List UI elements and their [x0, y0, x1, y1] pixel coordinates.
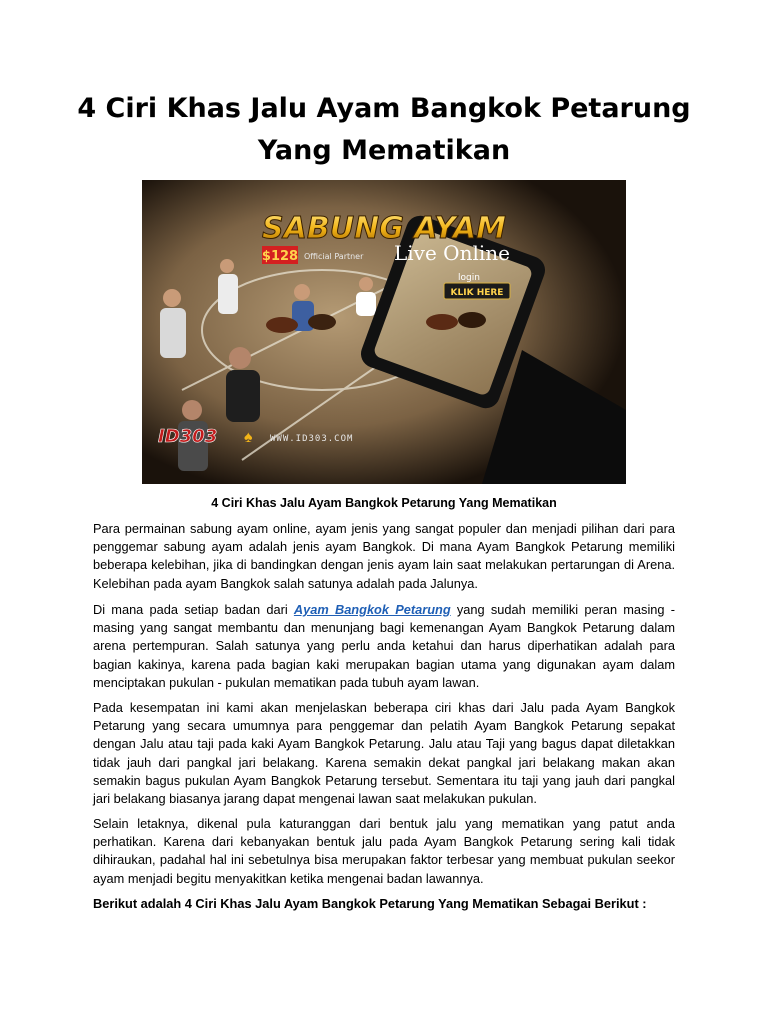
hero-banner-image — [142, 180, 626, 484]
partner-label: Official Partner — [304, 252, 364, 261]
paragraph-intro: Para permainan sabung ayam online, ayam jenis yang sangat populer dan menjadi pilihan dari para penggemar sabung ayam adalah jenis ayam Bangkok. Di mana Ayam Bangkok Petarung memiliki beberapa kelebihan, jika di bandingkan dengan jenis ayam lain saat melakukan pertarungan di Arena. Kelebihan pada ayam Bangkok salah satunya adalah pada Jalunya. — [93, 521, 675, 591]
ayam-bangkok-link[interactable]: Ayam Bangkok Petarung — [293, 602, 451, 617]
site-logo: ID303 — [158, 426, 218, 447]
spade-icon: ♠ — [244, 429, 253, 446]
banner-title: SABUNG AYAM — [262, 211, 506, 246]
paragraph-body-link — [93, 601, 675, 692]
website-url: WWW.ID303.COM — [270, 434, 354, 444]
login-label: login — [458, 273, 480, 283]
banner-subtitle: Live Online — [394, 241, 510, 265]
paragraph-text: yang sudah memiliki peran masing - masing yang sangat membantu dan menunjang bagi kemenangan Ayam Bangkok Petarung dalam arena pertempuran. Salah satunya yang perlu anda ketahui dan harus diperhatikan adalah para bagian kakinya, karena pada bagian kaki merupakan bagian utama yang digunakan ayam dalam menciptakan pukulan - pukulan mematikan pada tubuh ayam lawan. — [93, 602, 675, 690]
paragraph-katuranggan: Selain letaknya, dikenal pula katuranggan dari bentuk jalu yang mematikan yang patut anda perhatikan. Karena dari kebanyakan bentuk jalu pada Ayam Bangkok Petarung sering kali tidak dihiraukan, padahal hal ini sebetulnya bisa merupakan faktor terbesar yang membuat pukulan seekor ayam menjadi begitu menyakitkan ketika mengenai badan lawannya. — [93, 816, 675, 886]
paragraph-text: Di mana pada setiap badan dari — [93, 602, 294, 617]
price-badge: $128 — [261, 249, 299, 264]
cta-label: KLIK HERE — [450, 288, 504, 298]
section-lead: Berikut adalah 4 Ciri Khas Jalu Ayam Bangkok Petarung Yang Mematikan Sebagai Berikut : — [93, 896, 647, 911]
page-title: 4 Ciri Khas Jalu Ayam Bangkok Petarung Yang Mematikan — [77, 93, 691, 166]
image-caption: 4 Ciri Khas Jalu Ayam Bangkok Petarung Yang Mematikan — [211, 496, 557, 510]
paragraph-jalu-position: Pada kesempatan ini kami akan menjelaskan beberapa ciri khas dari Jalu pada Ayam Bangkok Petarung yang secara umumnya para penggemar dan pelatih Ayam Bangkok Petarung sepakat dengan Jalu atau taji pada kaki Ayam Bangkok Petarung. Jalu atau Taji yang bagus dapat diletakkan tidak jauh dari pangkal jari belakang. Karena semakin dekat pangkal jari belakang makan akan semakin bagus pukulan Ayam Bangkok Petarung tersebut. Sementara itu taji yang jauh dari pangkal jari belakang biasanya jarang dapat mengenai lawan saat melakukan pukulan. — [93, 700, 675, 807]
